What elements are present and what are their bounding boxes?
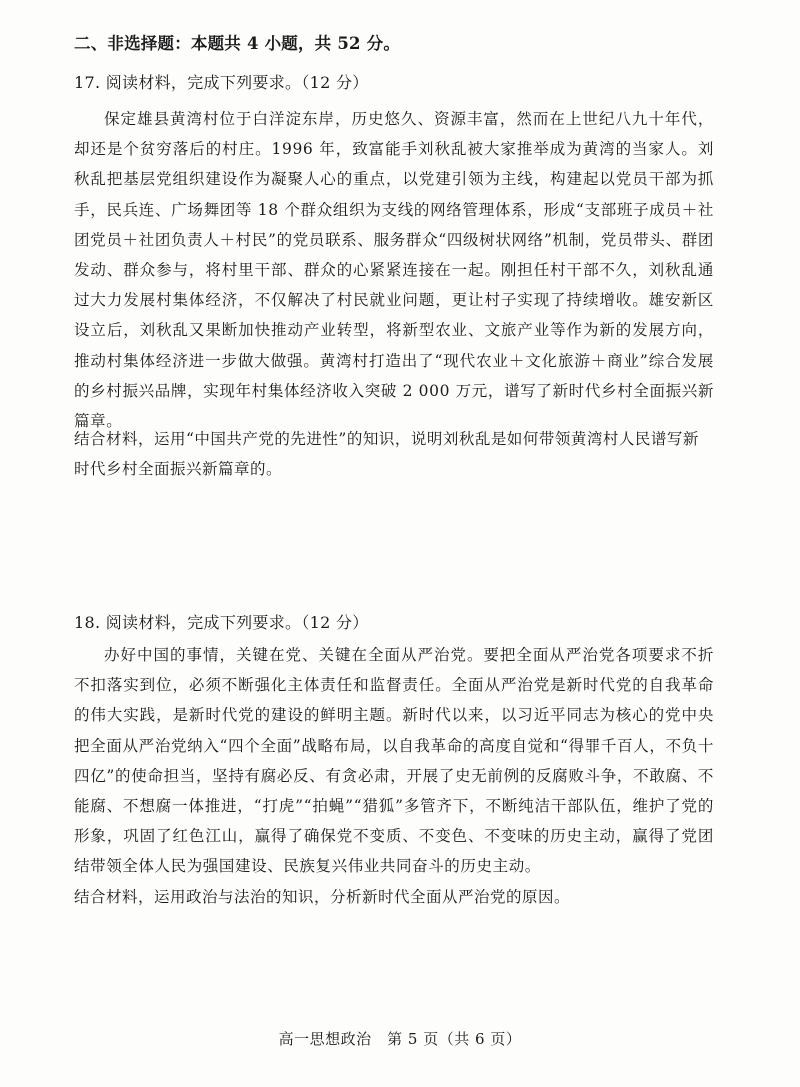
question-18-material: 办好中国的事情，关键在党、关键在全面从严治党。要把全面从严治党各项要求不折不扣落实到位，必须不断强化主体责任和监督责任。全面从严治党是新时代党的自我革命的伟大实践，是新时代党的建设的鲜明主题。新时代以来，以习近平同志为核心的党中央把全面从严治党纳入“四个全面”战略布局，以自我革命的高度自觉和“得罪千百人，不负十四亿”的使命担当，坚持有腐必反、有贪必肃，开展了史无前例的反腐败斗争，不敢腐、不能腐、不想腐一体推进，“打虎”“拍蝇”“猎狐”多管齐下，不断纯洁干部队伍，维护了党的形象，巩固了红色江山，赢得了确保党不变质、不变色、不变味的历史主动，赢得了党团结带领全体人民为强国建设、民族复兴伟业共同奋斗的历史主动。 (74, 646, 714, 876)
question-17-task: 结合材料，运用“中国共产党的先进性”的知识，说明刘秋乱是如何带领黄湾村人民谱写新时代乡村全面振兴新篇章的。 (74, 430, 699, 478)
question-18-task: 结合材料，运用政治与法治的知识，分析新时代全面从严治党的原因。 (74, 888, 571, 906)
page-footer: 高一思想政治 第 5 页（共 6 页） (278, 1030, 522, 1048)
question-18-title: 18. 阅读材料，完成下列要求。（12 分） (74, 613, 369, 632)
section-heading: 二、非选择题：本题共 4 小题，共 52 分。 (74, 34, 401, 53)
question-17-title: 17. 阅读材料，完成下列要求。（12 分） (74, 73, 369, 92)
question-17-material: 保定雄县黄湾村位于白洋淀东岸，历史悠久、资源丰富，然而在上世纪八九十年代，却还是个贫穷落后的村庄。1996 年，致富能手刘秋乱被大家推举成为黄湾的当家人。刘秋乱把基层党组织建设作为凝聚人心的重点，以党建引领为主线，构建起以党员干部为抓手，民兵连、广场舞团等 18 个群众组织为支线的网络管理体系，形成“支部班子成员＋社团党员＋社团负责人＋村民”的党员联系、服务群众“四级树状网络”机制，党员带头、群团发动、群众参与，将村里干部、群众的心紧紧连接在一起。刚担任村干部不久，刘秋乱通过大力发展村集体经济，不仅解决了村民就业问题，更让村子实现了持续增收。雄安新区设立后，刘秋乱又果断加快推动产业转型，将新型农业、文旅产业等作为新的发展方向，推动村集体经济进一步做大做强。黄湾村打造出了“现代农业＋文化旅游＋商业”综合发展的乡村振兴品牌，实现年村集体经济收入突破 2 000 万元，谱写了新时代乡村全面振兴新篇章。 (74, 110, 714, 431)
